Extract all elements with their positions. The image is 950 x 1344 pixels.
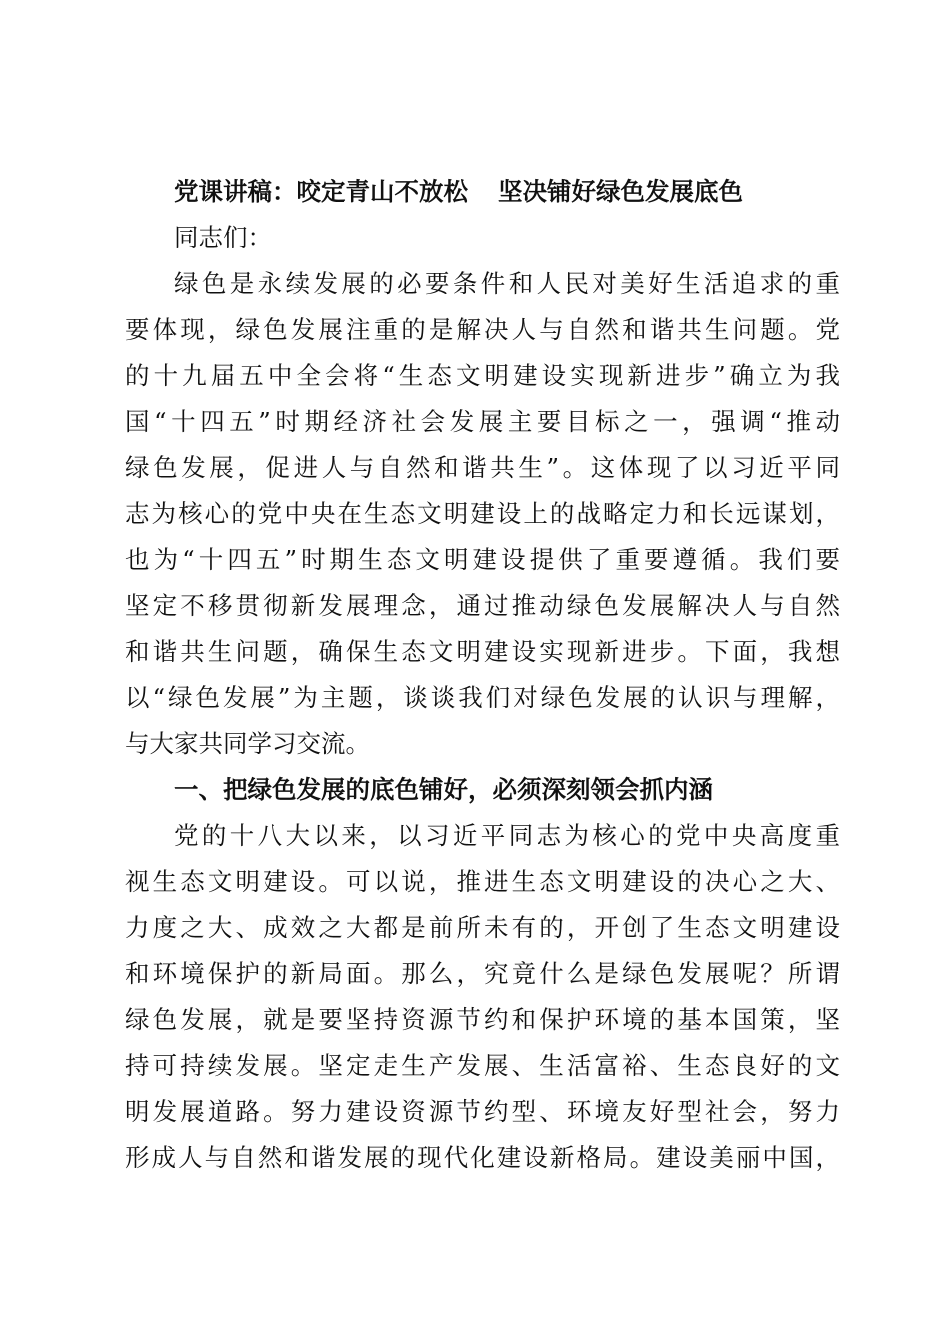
paragraph-1-line: 也为“十四五”时期生态文明建设提供了重要遵循。我们要 xyxy=(125,545,840,574)
paragraph-1-line: 志为核心的党中央在生态文明建设上的战略定力和长远谋划， xyxy=(125,499,840,528)
paragraph-2-line: 党的十八大以来，以习近平同志为核心的党中央高度重 xyxy=(174,821,840,850)
paragraph-1-line: 与大家共同学习交流。 xyxy=(125,729,370,758)
section-1-heading: 一、把绿色发展的底色铺好，必须深刻领会抓内涵 xyxy=(174,775,713,804)
paragraph-1-line: 国“十四五”时期经济社会发展主要目标之一，强调“推动 xyxy=(125,407,840,436)
paragraph-2-line: 和环境保护的新局面。那么，究竟什么是绿色发展呢？所谓 xyxy=(125,959,840,988)
paragraph-2-line: 力度之大、成效之大都是前所未有的，开创了生态文明建设 xyxy=(125,913,840,942)
title-part-2: 坚决铺好绿色发展底色 xyxy=(498,177,743,206)
document-title xyxy=(174,169,840,215)
paragraph-1-line: 坚定不移贯彻新发展理念，通过推动绿色发展解决人与自然 xyxy=(125,591,840,620)
paragraph-1-line: 以“绿色发展”为主题，谈谈我们对绿色发展的认识与理解， xyxy=(125,683,840,712)
title-part-1: 党课讲稿：咬定青山不放松 xyxy=(174,177,468,206)
paragraph-2-line: 绿色发展，就是要坚持资源节约和保护环境的基本国策，坚 xyxy=(125,1005,840,1034)
paragraph-1-line: 绿色发展，促进人与自然和谐共生”。这体现了以习近平同 xyxy=(125,453,840,482)
paragraph-2-line: 视生态文明建设。可以说，推进生态文明建设的决心之大、 xyxy=(125,867,840,896)
paragraph-2-line: 明发展道路。努力建设资源节约型、环境友好型社会，努力 xyxy=(125,1097,840,1126)
salutation: 同志们： xyxy=(174,223,272,252)
paragraph-1-line: 和谐共生问题，确保生态文明建设实现新进步。下面，我想 xyxy=(125,637,840,666)
paragraph-2-line: 持可持续发展。坚定走生产发展、生活富裕、生态良好的文 xyxy=(125,1051,840,1080)
paragraph-1-line: 的十九届五中全会将“生态文明建设实现新进步”确立为我 xyxy=(125,361,840,390)
paragraph-1-line: 绿色是永续发展的必要条件和人民对美好生活追求的重 xyxy=(174,269,840,298)
paragraph-2-line: 形成人与自然和谐发展的现代化建设新格局。建设美丽中国， xyxy=(125,1143,840,1172)
paragraph-1-line: 要体现，绿色发展注重的是解决人与自然和谐共生问题。党 xyxy=(125,315,840,344)
